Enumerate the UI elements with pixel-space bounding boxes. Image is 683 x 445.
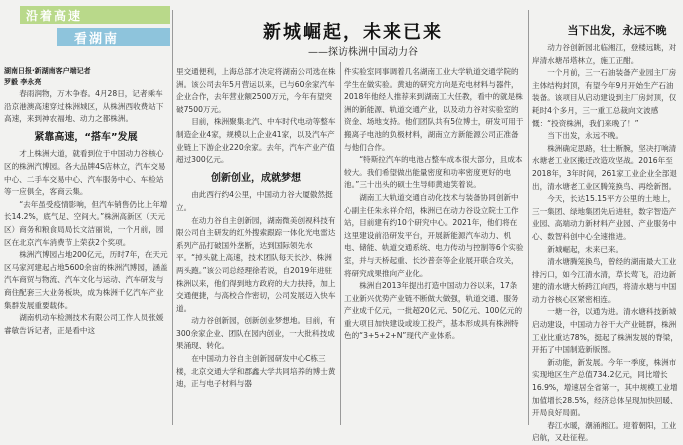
paragraph: 由此西行约4公里，中国动力谷大厦傲然挺立。 (176, 190, 333, 212)
paragraph: 今天，长达15.15平方公里的土地上，三一集团、绿地集团先后进驻，数字智造产业园、高端动力新材料产业园、产业服务中心、数智科创中心全速推进。 (532, 194, 677, 241)
paragraph: 一塘一谷，以通为进。清水塘科技新城启动建设，中国动力谷干大产业链群，株洲工业比重达78%，挺起了株洲发展的脊梁，开拓了中国制造新版图。 (532, 307, 678, 355)
banner-line1: 沿着高速 (26, 9, 83, 23)
section-title-2: 创新创业，成就梦想 (211, 172, 301, 184)
paragraph: 里交通便利，上海总部才决定将湖南公司选在株洲。该公司去年5月营运以来，已与60余家汽车企业合作，去年营业额2500万元，今年有望突破7500万元。 (176, 67, 336, 114)
column-divider (172, 10, 173, 425)
banner-line2: 看湖南 (74, 32, 120, 47)
paragraph: 湖南工大轨道交通自动化技术与装备协同创新中心副主任朱永祥介绍，株洲已在动力谷设立院士工作站，目前建有约10个研究中心。2021年，他们将在这里建设前沿研发平台，开展新能源汽车动力、机电、储能、轨道交通系统、电力传动与控制等6个实验室，并与天桥起重、长沙普奈等企业展开联合攻关，将研究成果推向产业化。 (344, 192, 524, 278)
paragraph: 株洲汽博园占地200亿元，历时7年，在天元区马家河建起占地5600余亩的株洲汽博园，涵盖汽车商贸与物流、汽车文化与运动、汽车研发与商住配套三大业务板块，成为株洲千亿汽车产业集群发展重要载体。 (4, 250, 168, 310)
paragraph: 件实验室同事调着几名湖南工业大学轨道交通学院的学生在做实验。黄迪的研究方向是充电材料与器件，2018年他经人推荐来到湖南工大任教，看中的就是株洲的新能源、轨道交通产业，以及动力谷对实验室的资金、场地支持。他们团队共有5位博士，研发可用于搬离子电池的负极材料，湖南立方新能源公司正准备与他们合作。 (344, 67, 524, 152)
paragraph: 一个月前，三一石油装备产业园主厂房主体结构封顶，有望今年9月开始生产石油装备。该项目从启动建设到主厂房封顶，仅耗时4个多月，三一重工总裁向文波感慨：“投资株洲，我们来晚了！” (532, 68, 677, 128)
column-2 (176, 66, 336, 428)
paragraph: “特斯拉汽车的电池占整车成本很大部分，且成本较大。我们希望做出能量密度和功率密度更好的电池。”三十出头的硕士生导师黄迪笑着说。 (344, 155, 523, 190)
column-4 (532, 42, 680, 443)
paragraph: 新动能，新发展。今年一季度，株洲市实现地区生产总值734.2亿元，同比增长16.9%，增速居全省第一，其中规模工业增加值增长28.5%，经济总体呈现加快回暖、开局良好局面。 (532, 357, 678, 418)
paragraph: 春江水暖，潮涌湘江。迎着朝阳，工业启航，又赴征程。 (532, 420, 677, 443)
subheadline: ——探访株洲中国动力谷 (308, 47, 418, 58)
paragraph: 才上株洲大道，就看到位于中国动力谷核心区的株洲汽博园。各大品牌4S店林立，汽车交易中心、二手车交易中心、汽车服务中心、车检站等一应俱全，客商云集。 (4, 149, 166, 197)
paragraph: 目前，株洲聚集北汽、中车时代电动等整车制造企业4家，规模以上企业41家，以及汽车产业链上下游企业220余家。去年，汽车产业产值超过300亿元。 (176, 117, 336, 165)
paragraph: 株洲自2013年提出打造中国动力谷以来，17条工业新兴优势产业链不断做大做强，轨道交通、服务产业成千亿元，一批超20亿元、50亿元、100亿元的重大项目加快建设或竣工投产，基本形成具有株洲特色的“3+5+2+N”现代产业体系。 (344, 281, 523, 341)
byline-line1: 湖南日报·新湖南客户端记者 (4, 67, 91, 75)
column-1 (4, 66, 168, 428)
paragraph: 湖南机动车检测技术有限公司工作人员张媛睿敏告诉记者，正是看中这 (4, 313, 164, 335)
paragraph: 当下出发，永远不晚。 (547, 131, 624, 141)
paragraph: “去年虽受疫情影响，但汽车销售仍比上年增长14.2%，底气足、空间大。”株洲高新区（天元区）商务和粮食局局长文洁丽说，一个月前，园区在北京汽车消费节上荣获2个奖项。 (4, 199, 168, 247)
section-title-1: 紧靠高速，“搭车”发展 (34, 131, 138, 143)
column-3 (344, 66, 524, 428)
column-divider (528, 10, 529, 425)
byline-line2: 罗毅 李永亮 (4, 78, 42, 86)
paragraph: 清水塘腾笼换鸟，曾经的湖南最大工业排污口，如今江清水清，草长莺飞，沿边新建的清水塘大桥跨江向西，将清水塘与中国动力谷核心区紧密相连。 (532, 257, 677, 304)
paragraph: 在动力谷自主创新园，湖南微美创视科技有限公司自主研发的红外搜索跟踪一体化光电雷达系列产品打破国外垄断，达到国际领先水平。“掉头就上高速，技术团队每天长沙、株洲两头跑。”该公司总经理徐若说，自2019年进驻株洲以来，他们得到地方政府的大力扶持，加上交通便捷，与高校合作密切，公司发展迈入快车道。 (176, 215, 336, 313)
column-divider (340, 62, 341, 425)
paragraph: 动力谷创新园北临湘江，登楼远眺，对岸清水塘吊塔林立，施工正酣。 (532, 43, 677, 65)
paragraph: 新城崛起，未来已来。 (547, 244, 624, 254)
paragraph: 动力谷创新园，创新创业梦想地。目前，有300余家企业、团队在园内创业，一大批科技成果涌现、转化。 (176, 316, 336, 351)
column-banner (2, 6, 170, 48)
paragraph: 株洲确定思路，壮士断腕，坚决打响清水塘老工业区搬迁改造攻坚战。2016年至2018年，3年时间，261家工业企业全部退出，清水塘老工业区腾笼换鸟、再绘新图。 (532, 143, 677, 191)
intro-paragraph: 春雨润物，万木争春。4月28日，记者乘车沿京港澳高速穿过株洲城区，从株洲西收费站下高速，来到神农福地、动力之都株洲。 (4, 89, 164, 124)
headline: 新城崛起，未来已来 (263, 22, 443, 43)
right-headline: 当下出发，永远不晚 (567, 24, 667, 37)
paragraph: 在中国动力谷自主创新园研发中心C栋三楼，北京交通大学和郡鑫大学共同培养的博士黄迪，正与电子材料与器 (176, 354, 336, 389)
